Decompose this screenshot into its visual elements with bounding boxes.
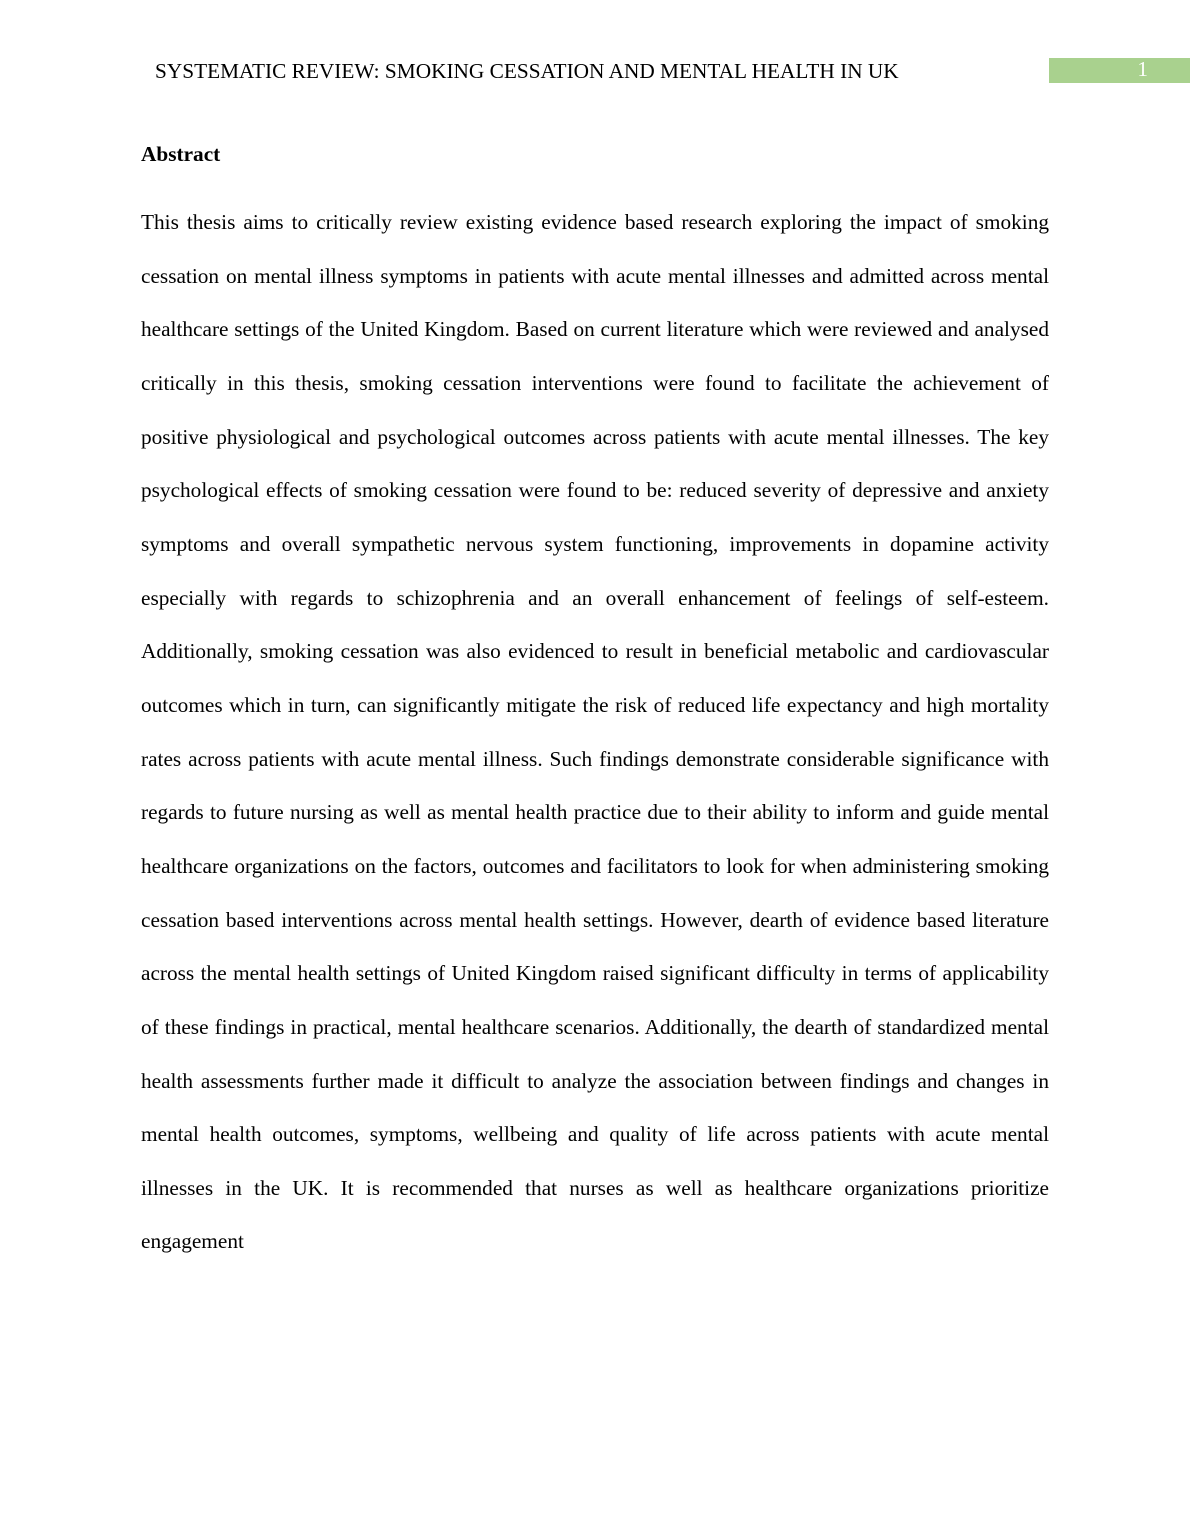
abstract-paragraph: This thesis aims to critically review existing evidence based research exploring the impact of smoking cessation on mental illness symptoms in patients with acute mental illnesses and admitted across mental healthcare settings of the United Kingdom. Based on current literature which were reviewed and analysed critically in this thesis, smoking cessation interventions were found to facilitate the achievement of positive physiological and psychological outcomes across patients with acute mental illnesses. The key psychological effects of smoking cessation were found to be: reduced severity of depressive and anxiety symptoms and overall sympathetic nervous system functioning, improvements in dopamine activity especially with regards to schizophrenia and an overall enhancement of feelings of self-esteem. Additionally, smoking cessation was also evidenced to result in beneficial metabolic and cardiovascular outcomes which in turn, can significantly mitigate the risk of reduced life expectancy and high mortality rates across patients with acute mental illness. Such findings demonstrate considerable significance with regards to future nursing as well as mental health practice due to their ability to inform and guide mental healthcare organizations on the factors, outcomes and facilitators to look for when administering smoking cessation based interventions across mental health settings. However, dearth of evidence based literature across the mental health settings of United Kingdom raised significant difficulty in terms of applicability of these findings in practical, mental healthcare scenarios. Additionally, the dearth of standardized mental health assessments further made it difficult to analyze the association between findings and changes in mental health outcomes, symptoms, wellbeing and quality of life across patients with acute mental illnesses in the UK. It is recommended that nurses as well as healthcare organizations prioritize engagement [141,210,1049,1254]
page-number-badge [1049,58,1190,83]
section-heading: Abstract [141,142,221,166]
running-head: SYSTEMATIC REVIEW: SMOKING CESSATION AND MENTAL HEALTH IN UK [155,59,899,83]
page-number: 1 [1137,57,1148,81]
